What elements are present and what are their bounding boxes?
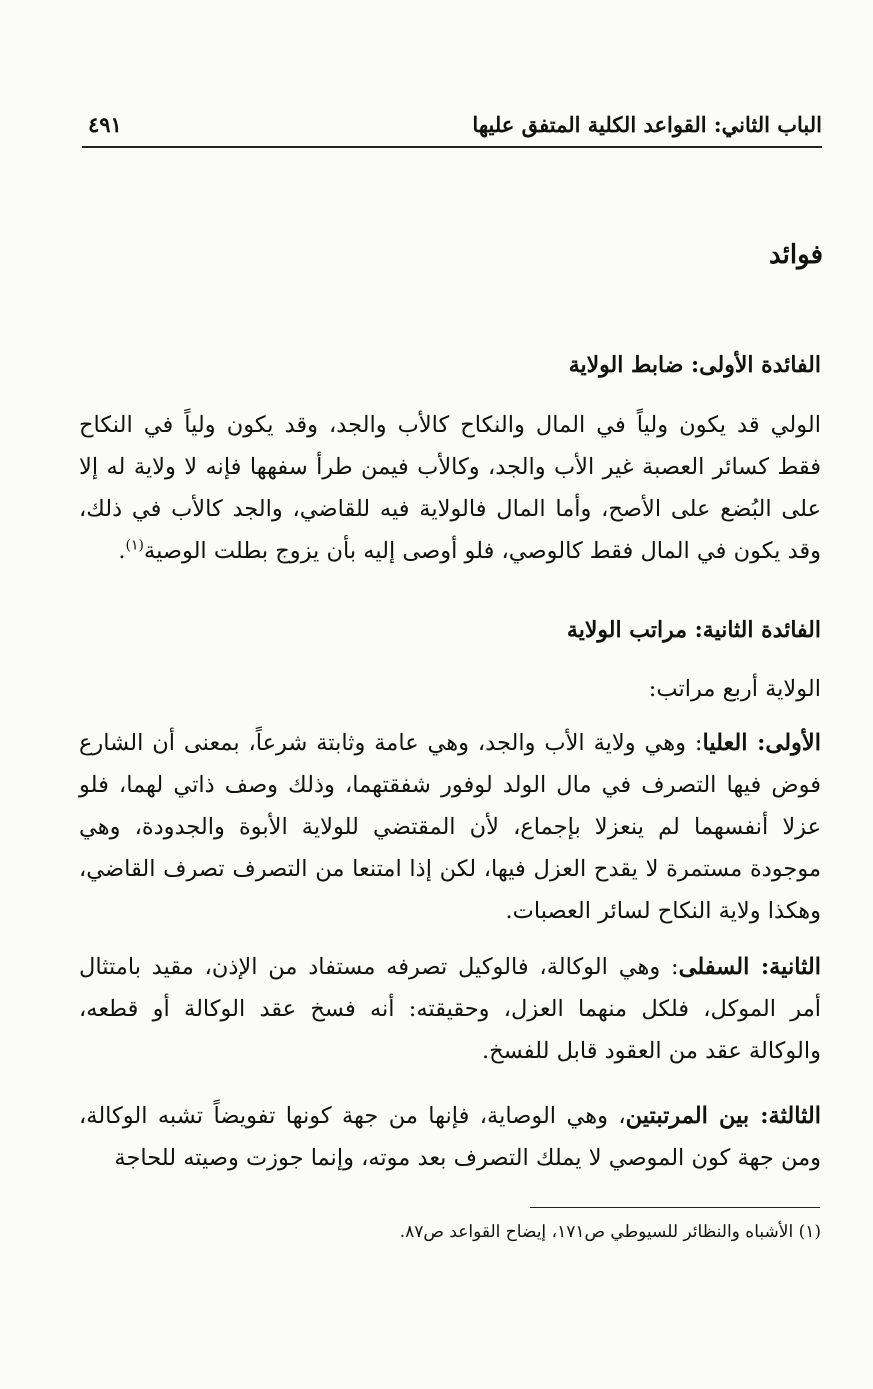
rank-second-text: : وهي الوكالة، فالوكيل تصرفه مستفاد من الإذن، مقيد بامتثال أمر الموكل، فلكل منهما العزل، وحقيقته: أنه فسخ عقد الوكالة أو قطعه، والوكالة عقد من العقود قابل للفسخ. bbox=[79, 954, 821, 1064]
benefit-2-intro: الولاية أربع مراتب: bbox=[648, 676, 821, 702]
benefit-1-end: . bbox=[118, 538, 126, 564]
benefit-2-heading: الفائدة الثانية: مراتب الولاية bbox=[566, 617, 821, 643]
running-title: الباب الثاني: القواعد الكلية المتفق عليها bbox=[472, 112, 822, 137]
rank-first-text: : وهي ولاية الأب والجد، وهي عامة وثابتة شرعاً، بمعنى أن الشارع فوض فيها التصرف في مال الولد لوفور شفقتهما، وذلك وصف ذاتي لهما، فلو عزلا أنفسهما لم ينعزلا بإجماع، لأن المقتضي للولاية الأبوة والجدودة، وهي موجودة مستمرة لا يقدح العزل فيها، لكن إذا امتنعا من التصرف تصرف القاضي، وهكذا ولاية النكاح لسائر العصبات. bbox=[79, 730, 821, 924]
rank-third-text: ، وهي الوصاية، فإنها من جهة كونها تفويضاً تشبه الوكالة، ومن جهة كون الموصي لا يملك التصرف بعد موته، وإنما جوزت وصيته للحاجة bbox=[79, 1103, 821, 1171]
benefit-1-heading: الفائدة الأولى: ضابط الولاية bbox=[568, 352, 821, 378]
benefit-1-paragraph bbox=[79, 404, 821, 572]
rank-second-label: الثانية: السفلى bbox=[678, 954, 821, 980]
rank-first-label: الأولى: العليا bbox=[702, 730, 821, 756]
section-title: فوائد bbox=[769, 240, 823, 270]
footnote-separator bbox=[530, 1207, 820, 1208]
page-number: ٤٩١ bbox=[88, 112, 122, 137]
benefit-1-text: الولي قد يكون ولياً في المال والنكاح كالأب والجد، وقد يكون ولياً في النكاح فقط كسائر العصبة غير الأب والجد، وكالأب فيمن طرأ سفهها فإنه لا ولاية له إلا على البُضع على الأصح، وأما المال فالولاية فيه للقاضي، والجد كالأب في ذلك، وقد يكون في المال فقط كالوصي، فلو أوصى إليه بأن يزوج بطلت الوصية bbox=[79, 412, 821, 564]
rank-first-paragraph bbox=[79, 722, 821, 932]
rank-third-label: الثالثة: بين المرتبتين bbox=[625, 1103, 821, 1129]
footnote: (١) الأشباه والنظائر للسيوطي ص١٧١، إيضاح القواعد ص٨٧. bbox=[399, 1222, 821, 1242]
footnote-ref: (١) bbox=[125, 537, 144, 554]
rank-third-paragraph bbox=[79, 1095, 821, 1179]
rank-second-paragraph bbox=[79, 946, 821, 1072]
page-header bbox=[82, 112, 822, 148]
